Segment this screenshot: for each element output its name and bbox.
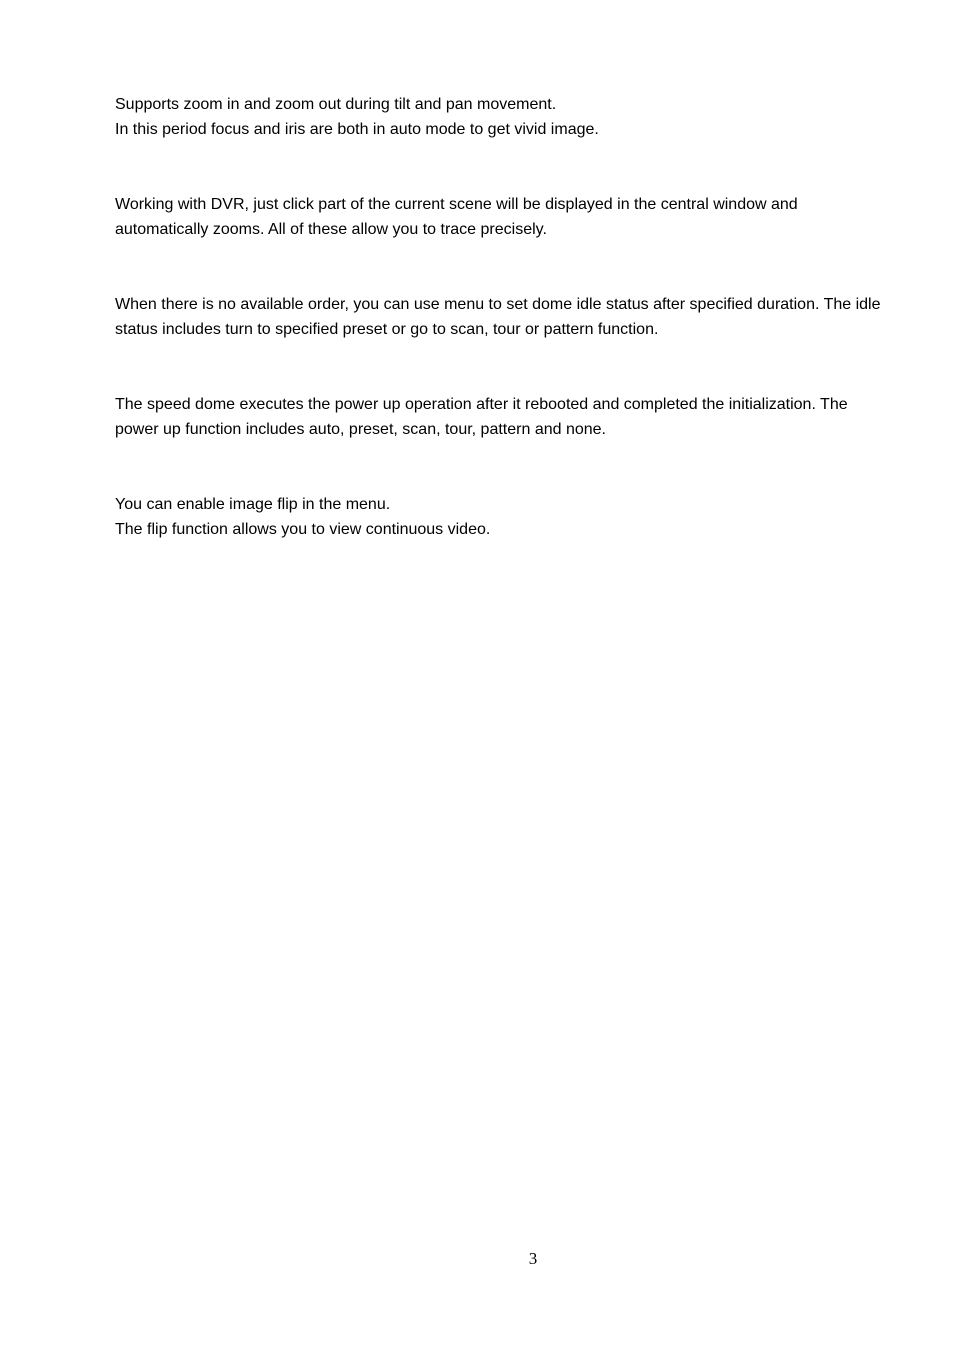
paragraph-line: When there is no available order, you can use menu to set dome idle status after specified duration. The idle [115,296,881,313]
paragraph-idle [115,292,935,342]
paragraph-line: power up function includes auto, preset, scan, tour, pattern and none. [115,421,606,438]
paragraph-line: You can enable image flip in the menu. [115,496,391,513]
paragraph-line: In this period focus and iris are both in auto mode to get vivid image. [115,121,599,138]
paragraph-line: status includes turn to specified preset or go to scan, tour or pattern function. [115,321,659,338]
paragraph-line: automatically zooms. All of these allow you to trace precisely. [115,221,547,238]
paragraph-line: Working with DVR, just click part of the current scene will be displayed in the central window and [115,196,798,213]
paragraph-image-flip [115,492,935,542]
page-number: 3 [528,1249,538,1268]
paragraph-dvr [115,192,935,242]
paragraph-line: The speed dome executes the power up operation after it rebooted and completed the initialization. The [115,396,848,413]
paragraph-zoom [115,92,935,142]
paragraph-line: Supports zoom in and zoom out during tilt and pan movement. [115,96,557,113]
paragraph-power-up [115,392,935,442]
paragraph-line: The flip function allows you to view continuous video. [115,521,491,538]
